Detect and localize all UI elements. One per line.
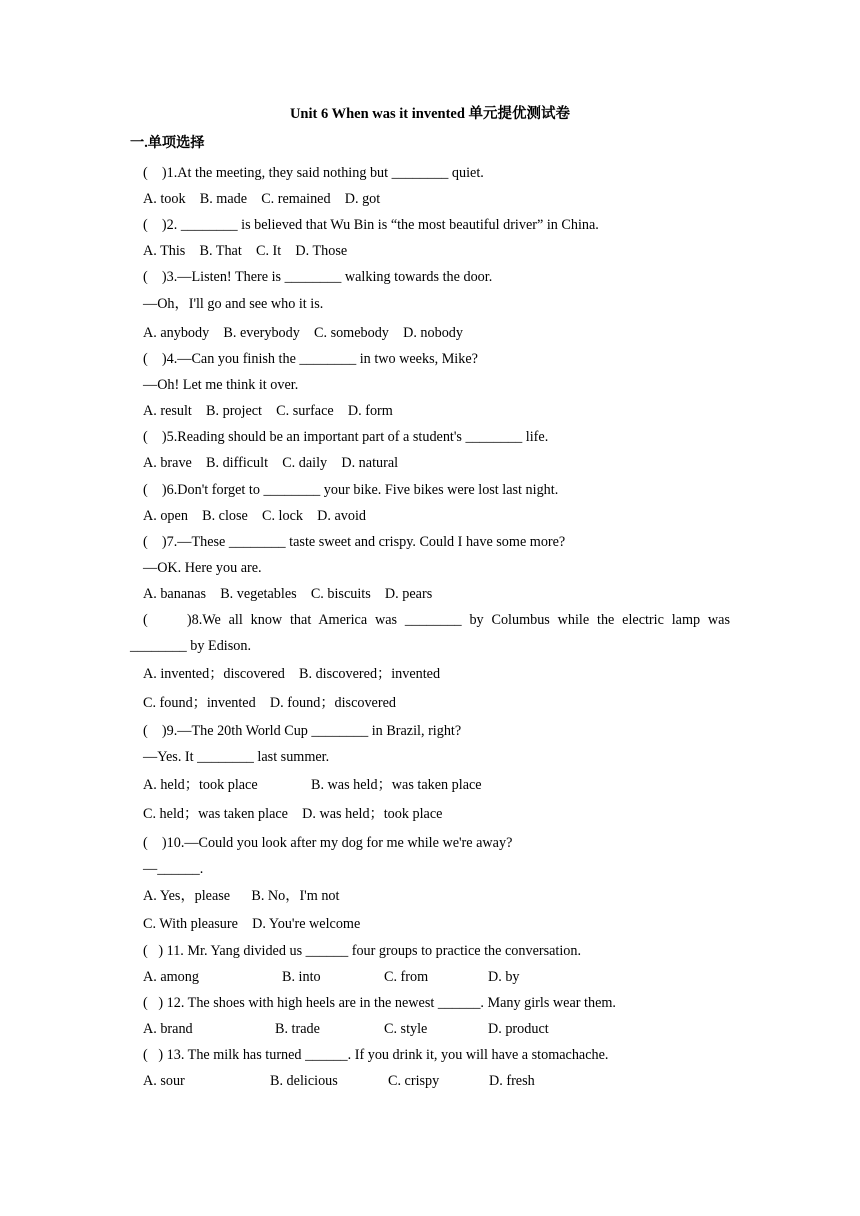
question-13-option-d: D. fresh bbox=[489, 1073, 535, 1089]
question-13-option-a: A. sour bbox=[143, 1073, 185, 1089]
question-11-option-d: D. by bbox=[488, 969, 520, 985]
question-1-options: A. took B. made C. remained D. got bbox=[143, 191, 381, 207]
page-title: Unit 6 When was it invented 单元提优测试卷 bbox=[289, 106, 571, 122]
question-6-options: A. open B. close C. lock D. avoid bbox=[143, 508, 367, 524]
question-3-stem: ( )3.—Listen! There is ________ walking towards the door. bbox=[143, 269, 493, 285]
question-12-option-d: D. product bbox=[488, 1021, 549, 1037]
question-8-options-line-2: C. found；invented D. found；discovered bbox=[143, 695, 396, 711]
question-7-reply: —OK. Here you are. bbox=[143, 560, 262, 576]
question-11-option-c: C. from bbox=[384, 969, 429, 985]
question-4-reply: —Oh! Let me think it over. bbox=[143, 377, 299, 393]
question-6-stem: ( )6.Don't forget to ________ your bike. Five bikes were lost last night. bbox=[143, 482, 559, 498]
question-7-stem: ( )7.—These ________ taste sweet and crispy. Could I have some more? bbox=[143, 534, 566, 550]
question-10-reply: —______. bbox=[143, 861, 204, 877]
question-13-stem: ( ) 13. The milk has turned ______. If you drink it, you will have a stomachache. bbox=[143, 1047, 609, 1063]
question-13-option-c: C. crispy bbox=[388, 1073, 440, 1089]
question-12-option-c: C. style bbox=[384, 1021, 428, 1037]
question-13-option-b: B. delicious bbox=[270, 1073, 338, 1089]
question-4-stem: ( )4.—Can you finish the ________ in two weeks, Mike? bbox=[143, 351, 478, 367]
question-9-reply: —Yes. It ________ last summer. bbox=[143, 749, 330, 765]
question-5-stem: ( )5.Reading should be an important part of a student's ________ life. bbox=[143, 429, 549, 445]
question-11-option-b: B. into bbox=[282, 969, 321, 985]
question-7-options: A. bananas B. vegetables C. biscuits D. pears bbox=[143, 586, 433, 602]
question-9-stem: ( )9.—The 20th World Cup ________ in Brazil, right? bbox=[143, 723, 462, 739]
question-2-options: A. This B. That C. It D. Those bbox=[143, 243, 348, 259]
question-10-options-line-1: A. Yes，please B. No，I'm not bbox=[143, 888, 340, 904]
question-8-stem-continued: ________ by Edison. bbox=[130, 638, 251, 654]
question-12-stem: ( ) 12. The shoes with high heels are in the newest ______. Many girls wear them. bbox=[143, 995, 616, 1011]
question-10-options-line-2: C. With pleasure D. You're welcome bbox=[143, 916, 361, 932]
question-3-options: A. anybody B. everybody C. somebody D. nobody bbox=[143, 325, 463, 341]
question-10-stem: ( )10.—Could you look after my dog for me while we're away? bbox=[143, 835, 513, 851]
question-9-option-b: B. was held；was taken place bbox=[311, 777, 482, 793]
question-11-stem: ( ) 11. Mr. Yang divided us ______ four groups to practice the conversation. bbox=[143, 943, 582, 959]
question-3-reply: —Oh，I'll go and see who it is. bbox=[143, 296, 324, 312]
question-11-option-a: A. among bbox=[143, 969, 199, 985]
question-12-option-a: A. brand bbox=[143, 1021, 193, 1037]
question-1-stem: ( )1.At the meeting, they said nothing but ________ quiet. bbox=[143, 165, 484, 181]
question-9-options-line-2: C. held；was taken place D. was held；took place bbox=[143, 806, 443, 822]
question-4-options: A. result B. project C. surface D. form bbox=[143, 403, 393, 419]
question-9-option-a: A. held；took place bbox=[143, 777, 258, 793]
question-5-options: A. brave B. difficult C. daily D. natural bbox=[143, 455, 399, 471]
question-12-option-b: B. trade bbox=[275, 1021, 320, 1037]
question-8-options-line-1: A. invented；discovered B. discovered；invented bbox=[143, 666, 441, 682]
question-8-stem: ( )8.We all know that America was ________ by Columbus while the electric lamp was bbox=[143, 612, 730, 628]
question-2-stem: ( )2. ________ is believed that Wu Bin is “the most beautiful driver” in China. bbox=[143, 217, 599, 233]
section-heading: 一.单项选择 bbox=[130, 135, 205, 151]
